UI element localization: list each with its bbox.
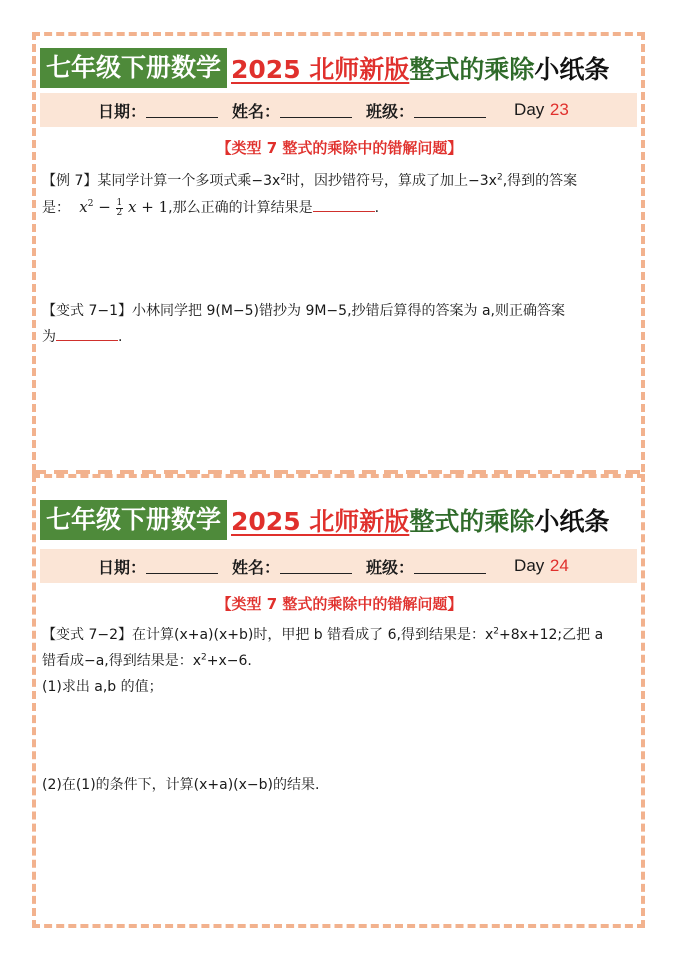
class-label: 班级： — [366, 101, 415, 121]
day-badge — [514, 100, 569, 120]
date-label: 日期： — [98, 101, 147, 121]
day-badge — [514, 556, 569, 576]
card2-title — [40, 500, 609, 540]
class-field[interactable] — [366, 555, 486, 578]
grade-label: 七年级下册数学 — [40, 500, 227, 540]
question-1: (1)求出 a,b 的值； — [42, 679, 163, 695]
section-title: 【类型 7 整式的乘除中的错解问题】 — [216, 595, 463, 613]
card1-info-bar — [40, 93, 637, 127]
topic-label: 整式的乘除 — [409, 507, 535, 536]
date-field[interactable] — [98, 555, 218, 578]
variant-7-2: 【变式 7−2】在计算(x+a)(x+b)时，甲把 b 错看成了 6,得到结果是：$x^2+8x+12$;乙把 a 错看成−a,得到结果是：$x^2+x-6$. (1)求出 a,b 的值； — [42, 622, 632, 700]
card-day-24-border — [32, 474, 645, 928]
suffix-label: 小纸条 — [534, 507, 610, 536]
variant-tag: 【变式 7−2】 — [42, 627, 132, 643]
date-blank — [146, 103, 218, 118]
name-blank — [280, 103, 352, 118]
example-7: 【例 7】某同学计算一个多项式乘$-3x^2$时，因抄错符号，算成了加上$-3x^2$,得到的答案 是： $x^2$ − $\frac{1}{2}$ x + 1,那么正确的计算结果是 . — [42, 172, 578, 218]
day-label: Day — [514, 556, 545, 575]
class-blank — [414, 103, 486, 118]
polynomial-expression: $x^2$ − $\frac{1}{2}$ x + 1 — [74, 197, 169, 218]
suffix-label: 小纸条 — [534, 55, 610, 84]
name-label: 姓名： — [232, 101, 281, 121]
name-blank — [280, 559, 352, 574]
grade-label: 七年级下册数学 — [40, 48, 227, 88]
day-number: 23 — [549, 100, 569, 119]
day-label: Day — [514, 100, 545, 119]
date-label: 日期： — [98, 557, 147, 577]
example-tag: 【例 7】 — [42, 173, 98, 189]
answer-blank[interactable] — [313, 197, 375, 212]
topic-label: 整式的乘除 — [409, 55, 535, 84]
card2-info-bar — [40, 549, 637, 583]
edition-label: 2025 北师新版 — [231, 55, 410, 84]
card1-title — [40, 48, 609, 88]
name-field[interactable] — [232, 99, 352, 122]
name-label: 姓名： — [232, 557, 281, 577]
variant-7-1: 【变式 7−1】小林同学把 9(M−5)错抄为 9M−5,抄错后算得的答案为 a,则正确答案 为 . — [42, 303, 566, 345]
question-2: (2)在(1)的条件下，计算(x+a)(x−b)的结果. — [42, 777, 320, 793]
variant-tag: 【变式 7−1】 — [42, 303, 132, 319]
section-title: 【类型 7 整式的乘除中的错解问题】 — [216, 139, 463, 157]
class-blank — [414, 559, 486, 574]
class-label: 班级： — [366, 557, 415, 577]
date-field[interactable] — [98, 99, 218, 122]
edition-label: 2025 北师新版 — [231, 507, 410, 536]
answer-blank[interactable] — [56, 326, 118, 341]
name-field[interactable] — [232, 555, 352, 578]
class-field[interactable] — [366, 99, 486, 122]
date-blank — [146, 559, 218, 574]
day-number: 24 — [549, 556, 569, 575]
